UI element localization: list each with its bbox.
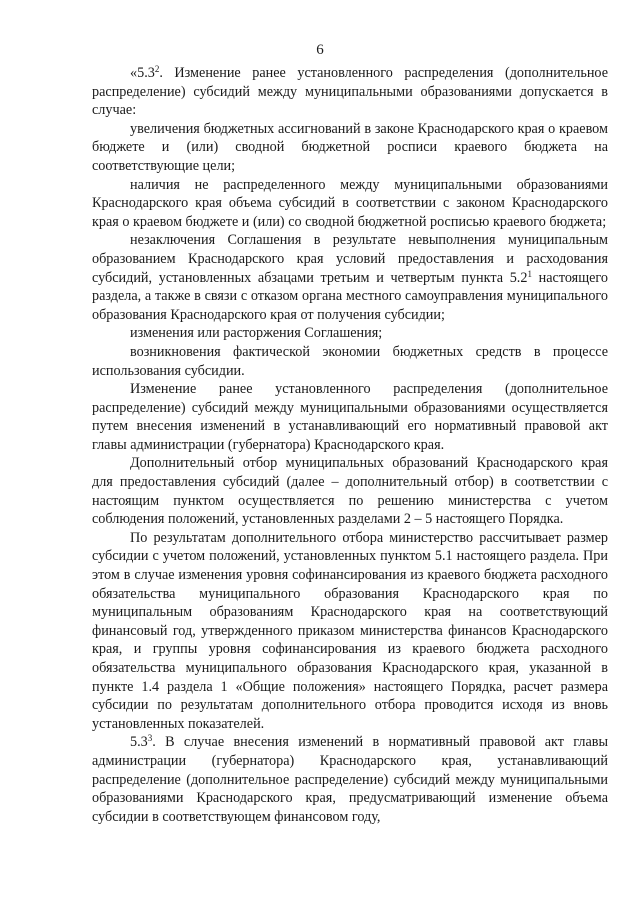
paragraph-additional-selection: Дополнительный отбор муниципальных образований Краснодарского края для предоставления субсидий (далее – дополнительный отбор) в соответствии с настоящим пунктом осуществляется по решению министерства с учетом соблюдения положений, установленных разделами 2 – 5 настоящего Порядка. <box>92 455 608 528</box>
paragraph-distribution-change: Изменение ранее установленного распределения (дополнительное распределение) субсидий между муниципальными образованиями осуществляется путем внесения изменений в устанавливающий его нормативный правовой акт главы администрации (губернатора) Краснодарского края. <box>92 381 608 453</box>
page-number: 6 <box>316 42 324 58</box>
paragraph-5-3-3: $5.3^3$. В случае внесения изменений в нормативный правовой акт главы администрации (губернатора) Краснодарского края, устанавливающий распределение (дополнительное распределение) субсидий между муниципальными образованиями Краснодарского края, предусматривающий изменение объема субсидии в соответствующем финансовом году, <box>92 733 608 825</box>
document-body <box>92 64 608 826</box>
paragraph-selection-results: По результатам дополнительного отбора министерство рассчитывает размер субсидии с учетом положений, установленных пунктом 5.1 настоящего раздела. При этом в случае изменения уровня софинансирования из краевого бюджета расходного обязательства муниципального образования Краснодарского края по муниципальным образованиям Краснодарского края на соответствующий финансовый год, утвержденного приказом министерства финансов Краснодарского края, и группы уровня софинансирования из краевого бюджета расходного обязательства муниципального образования Краснодарского края, указанной в пункте 1.4 раздела 1 «Общие положения» настоящего Порядка, расчет размера субсидии по результатам дополнительного отбора проводится исходя из вновь установленных показателей. <box>92 529 608 732</box>
paragraph-5-3-2: «$5.3^2$. Изменение ранее установленного распределения (дополнительное распределение) субсидий между муниципальными образованиями допускается в случае: <box>92 64 608 119</box>
paragraph-case-undistributed-volume: наличия не распределенного между муниципальными образованиями Краснодарского края объема субсидий в соответствии с законом Краснодарского края о краевом бюджете и (или) со сводной бюджетной росписью краевого бюджета; <box>92 176 608 230</box>
paragraph-case-agreement-change: изменения или расторжения Соглашения; <box>130 325 383 342</box>
paragraph-case-savings: возникновения фактической экономии бюджетных средств в процессе использования субсидии. <box>92 343 608 379</box>
paragraph-case-budget-increase: увеличения бюджетных ассигнований в законе Краснодарского края о краевом бюджете и (или) сводной бюджетной росписи краевого бюджета на соответствующие цели; <box>92 120 608 174</box>
paragraph-case-agreement-not-concluded: незаключения Соглашения в результате невыполнения муниципальным образованием Краснодарского края условий предоставления и расходования субсидий, установленных абзацами третьим и четвертым пункта $5.2^1$ настоящего раздела, а также в связи с отказом органа местного самоуправления муниципального образования Краснодарского края от получения субсидии; <box>92 232 608 323</box>
